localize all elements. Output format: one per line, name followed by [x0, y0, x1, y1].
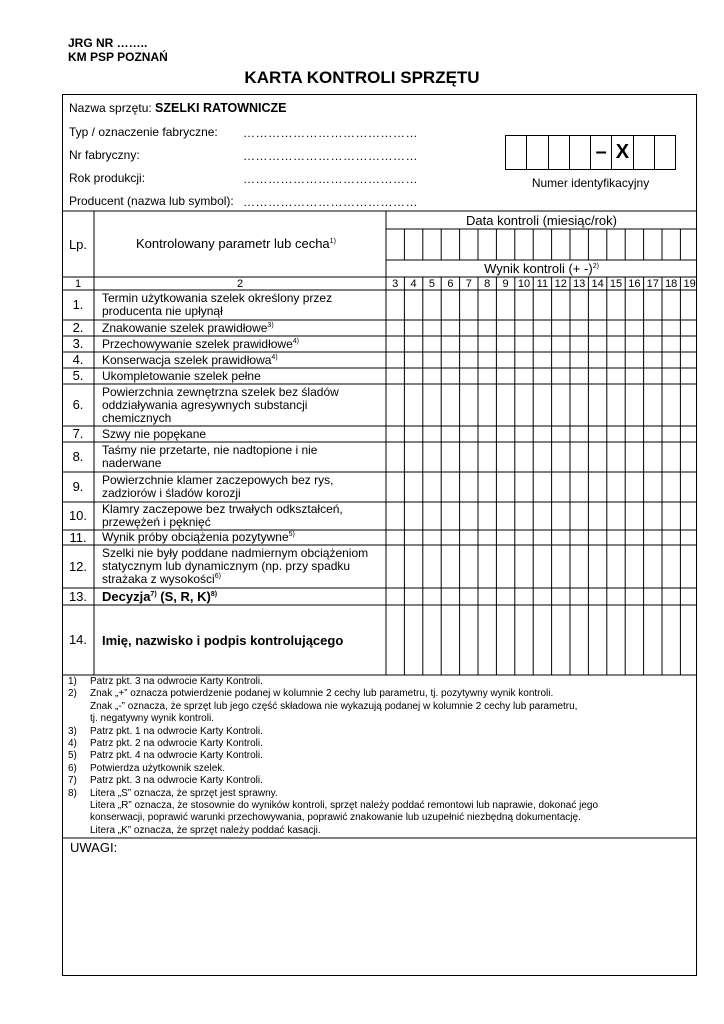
- footnote-body: [90, 688, 577, 725]
- row-parameter: [102, 547, 384, 586]
- footnote: [68, 775, 598, 787]
- row-lp: 7.: [72, 426, 84, 441]
- date-header: Data kontroli (miesiąc/rok): [466, 213, 617, 228]
- footnote: [68, 750, 598, 762]
- row-parameter: [102, 590, 384, 603]
- id-number-cell[interactable]: X: [612, 136, 633, 169]
- remarks-label: UWAGI:: [70, 840, 118, 855]
- row-parameter-text: Powierzchnie klamer zaczepowych bez rys,: [102, 473, 334, 487]
- row-parameter-text: Decyzja: [102, 589, 151, 604]
- row-footnote: 4): [271, 353, 278, 361]
- footnote-number: 3): [68, 725, 77, 737]
- column-number: 13: [573, 278, 586, 290]
- row-parameter-line: [102, 487, 384, 500]
- row-parameter: [102, 322, 384, 335]
- row-lp: 8.: [72, 449, 84, 464]
- row-lp: 11.: [69, 529, 87, 545]
- column-number: 7: [465, 278, 472, 290]
- column-number: 2: [236, 278, 244, 290]
- row-parameter-text: statycznym lub dynamicznym (np. przy spadku: [102, 559, 351, 573]
- row-parameter-line: [102, 354, 384, 367]
- footnote-body: [90, 788, 598, 838]
- column-number: 18: [665, 278, 678, 290]
- device-field-value[interactable]: ……………………………………: [243, 126, 418, 140]
- row-parameter-line: [102, 322, 384, 335]
- row-parameter-line: [102, 634, 384, 647]
- row-parameter-line: [102, 516, 384, 529]
- column-number: 9: [502, 278, 509, 290]
- row-parameter-text: oddziaływania agresywnych substancji: [102, 397, 308, 412]
- device-field-value[interactable]: ……………………………………: [243, 195, 418, 209]
- footnote-line: Litera „K” oznacza, że sprzęt należy poddać kasacji.: [90, 824, 321, 836]
- row-parameter-text: Szelki nie były poddane nadmiernym obciążeniom: [102, 546, 369, 560]
- row-parameter-line: [102, 457, 384, 470]
- row-lp: 5.: [72, 368, 84, 383]
- footnote: [68, 726, 598, 738]
- footnote: [68, 788, 598, 838]
- row-lp: 9.: [72, 479, 84, 494]
- footnote-body: [90, 676, 263, 688]
- footnote-body: [90, 775, 263, 787]
- device-field-label: Typ / oznaczenie fabryczne:: [69, 125, 218, 139]
- row-lp: 4.: [72, 352, 84, 367]
- row-lp: 3.: [72, 336, 84, 351]
- row-footnote: 6): [214, 573, 221, 580]
- footnote: [68, 688, 598, 725]
- column-number: 6: [447, 278, 454, 290]
- footnote-number: 2): [68, 688, 77, 700]
- row-parameter-text: Konserwacja szelek prawidłowa: [102, 352, 272, 367]
- footnote-number: 5): [68, 750, 77, 762]
- row-parameter-text: Znakowanie szelek prawidłowe: [102, 320, 268, 335]
- column-number: 14: [591, 278, 604, 290]
- row-parameter: [102, 354, 384, 367]
- row-parameter-line: [102, 338, 384, 351]
- column-number: 11: [536, 278, 549, 290]
- device-field-label: Producent (nazwa lub symbol):: [69, 194, 234, 208]
- footnote: [68, 763, 598, 775]
- jrg-number: JRG NR ……..: [68, 36, 148, 50]
- row-lp: 12.: [68, 558, 88, 574]
- footnotes: [68, 676, 598, 837]
- footnote-body: [90, 726, 263, 738]
- column-number: 12: [554, 278, 567, 290]
- row-parameter: [102, 503, 384, 529]
- row-lp: 10.: [68, 508, 88, 523]
- row-parameter-line: [102, 573, 384, 586]
- column-number: 3: [392, 278, 399, 290]
- result-header: [386, 262, 697, 275]
- column-number: 1: [74, 278, 82, 290]
- footnote: [68, 738, 598, 750]
- col-lp-header: Lp.: [68, 237, 88, 252]
- row-parameter-text: Wynik próby obciążenia pozytywne: [102, 530, 289, 544]
- footnote-number: 6): [68, 762, 77, 774]
- row-lp: 13.: [68, 588, 88, 604]
- footnote-line: Patrz pkt. 1 na odwrocie Karty Kontroli.: [90, 725, 263, 737]
- row-parameter-text: Szwy nie popękane: [102, 426, 207, 441]
- result-footnote: 2): [592, 263, 599, 270]
- footnote-number: 8): [68, 787, 77, 799]
- row-footnote: 7): [150, 591, 157, 598]
- column-number: 15: [609, 278, 623, 290]
- row-parameter-suffix: (S, R, K): [156, 589, 211, 604]
- page-title: KARTA KONTROLI SPRZĘTU: [244, 68, 480, 87]
- row-parameter-text: zadziorów i śladów korozji: [102, 486, 241, 500]
- row-parameter-text: przewężeń i pęknięć: [102, 515, 211, 529]
- col-param-footnote: 1): [329, 238, 336, 245]
- row-parameter: [102, 634, 384, 647]
- row-parameter-text: naderwane: [102, 456, 162, 470]
- footnote-line: Znak „+” oznacza potwierdzenie podanej w kolumnie 2 cechy lub parametru, tj. pozytywny wynik kontroli.: [90, 688, 554, 700]
- row-footnote: 8): [210, 591, 218, 598]
- footnote-body: [90, 750, 263, 762]
- footnote-line: Litera „R” oznacza, że stosownie do wyników kontroli, sprzęt należy poddać remontowi lub naprawie, dokonać jego: [90, 800, 599, 812]
- row-parameter: [102, 428, 384, 441]
- row-parameter: [102, 292, 384, 318]
- row-parameter-text: Powierzchnia zewnętrzna szelek bez śladów: [102, 384, 339, 399]
- footnote-number: 1): [68, 676, 77, 687]
- column-number: 19: [683, 278, 696, 290]
- row-parameter-line: [102, 412, 384, 425]
- device-field-label: Rok produkcji:: [69, 171, 146, 185]
- footnote-body: [90, 763, 225, 775]
- column-number: 5: [428, 278, 436, 290]
- column-number: 8: [484, 278, 491, 290]
- row-parameter: [102, 338, 384, 351]
- row-parameter-line: [102, 428, 384, 441]
- row-parameter-line: [102, 590, 384, 603]
- row-footnote: 5): [288, 531, 295, 538]
- row-parameter-text: Termin użytkowania szelek określony przez: [102, 291, 333, 305]
- row-parameter-text: Klamry zaczepowe bez trwałych odkształceń,: [102, 502, 343, 516]
- footnote-line: Patrz pkt. 3 na odwrocie Karty Kontroli.: [90, 676, 263, 687]
- device-name-label: Nazwa sprzętu:: [69, 101, 152, 115]
- column-number: 16: [628, 278, 641, 290]
- footnote-line: Patrz pkt. 4 na odwrocie Karty Kontroli.: [90, 750, 263, 762]
- device-field-value[interactable]: ……………………………………: [243, 149, 418, 163]
- row-parameter-line: [102, 370, 384, 383]
- row-parameter-line: [102, 305, 384, 318]
- row-parameter: [102, 444, 384, 470]
- column-number: 17: [646, 278, 659, 290]
- row-parameter-line: [102, 531, 384, 544]
- row-parameter: [102, 386, 384, 425]
- unit-name: KM PSP POZNAŃ: [68, 50, 168, 64]
- row-lp: 1.: [72, 297, 84, 312]
- col-param-text: Kontrolowany parametr lub cecha: [136, 236, 330, 251]
- footnote-number: 4): [68, 738, 77, 750]
- footnote-line: Potwierdza użytkownik szelek.: [90, 762, 226, 774]
- footnote-line: Znak „-” oznacza, że sprzęt lub jego część składowa nie wykazują podanej w kolumnie 2 cechy lub parametru,: [90, 700, 578, 712]
- column-number: 4: [410, 278, 417, 290]
- row-lp: 6.: [72, 397, 84, 412]
- result-header-text: Wynik kontroli (+ -): [484, 261, 593, 276]
- row-parameter-text: Przechowywanie szelek prawidłowe: [102, 336, 293, 351]
- footnote-line: konserwacji, poprawić warunki przechowywania, poprawić znakowanie lub uzupełnić niezbędną dokumentację.: [90, 812, 581, 824]
- col-param-header: [136, 237, 336, 250]
- device-field-value[interactable]: ……………………………………: [243, 172, 418, 186]
- row-footnote: 3): [267, 321, 274, 329]
- footnote-body: [90, 738, 263, 750]
- row-parameter: [102, 370, 384, 383]
- row-lp: 14.: [68, 632, 88, 647]
- footnote-number: 7): [68, 775, 77, 787]
- id-number-caption: Numer identyfikacyjny: [531, 176, 650, 190]
- device-field-label: Nr fabryczny:: [69, 148, 140, 162]
- column-number: 10: [517, 278, 531, 290]
- row-parameter-text: strażaka z wysokości: [102, 572, 215, 586]
- footnote: [68, 676, 598, 688]
- footnote-line: Patrz pkt. 3 na odwrocie Karty Kontroli.: [90, 775, 263, 787]
- row-parameter: [102, 531, 384, 544]
- row-parameter-text: Imię, nazwisko i podpis kontrolującego: [102, 632, 344, 648]
- footnote-line: tj. negatywny wynik kontroli.: [90, 713, 214, 725]
- row-lp: 2.: [72, 320, 84, 335]
- row-parameter-text: Taśmy nie przetarte, nie nadtopione i nie: [102, 443, 318, 457]
- row-footnote: 4): [292, 337, 299, 345]
- row-parameter-text: Ukompletowanie szelek pełne: [102, 368, 261, 383]
- footnote-line: Litera „S” oznacza, że sprzęt jest sprawny.: [90, 787, 278, 799]
- row-parameter-text: chemicznych: [102, 410, 172, 425]
- device-name-value: SZELKI RATOWNICZE: [155, 101, 287, 115]
- row-parameter-text: producenta nie upłynął: [102, 304, 223, 318]
- footnote-line: Patrz pkt. 2 na odwrocie Karty Kontroli.: [90, 738, 263, 750]
- row-parameter: [102, 474, 384, 500]
- id-number-cell[interactable]: –: [591, 136, 612, 169]
